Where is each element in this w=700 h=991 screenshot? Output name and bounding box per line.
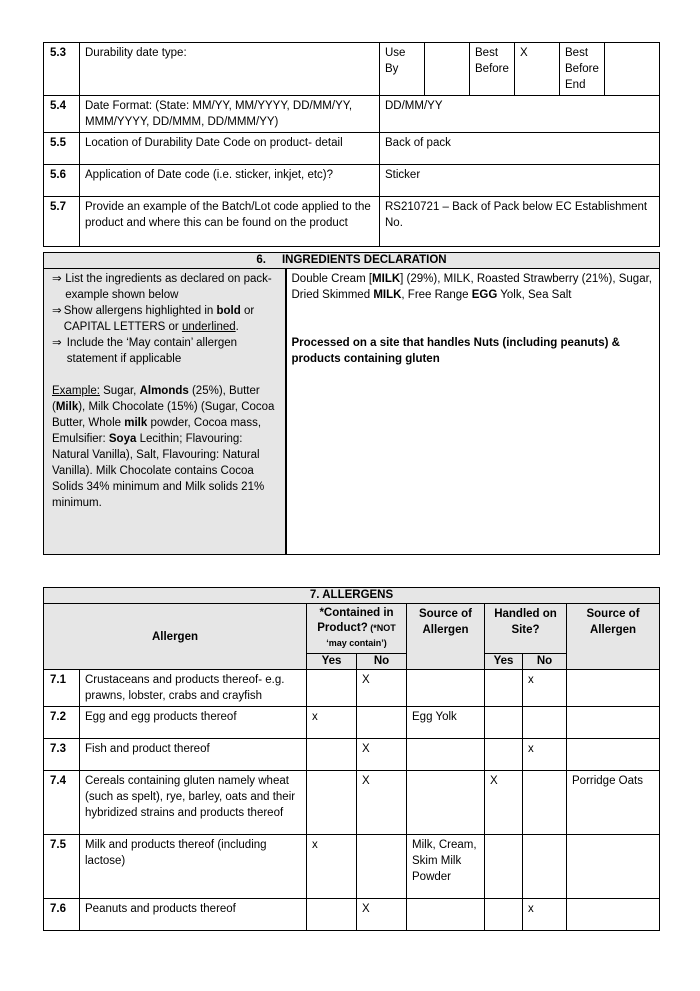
- handled-no[interactable]: x: [523, 899, 567, 931]
- source[interactable]: [407, 739, 485, 771]
- contained-no[interactable]: X: [357, 771, 407, 835]
- contained-no[interactable]: X: [357, 739, 407, 771]
- allergen-name: Fish and product thereof: [80, 739, 307, 771]
- arrow-icon: ⇒: [52, 337, 62, 349]
- row-number: 7.6: [44, 899, 80, 931]
- ingredients-table: [43, 252, 660, 555]
- section-title: [44, 253, 660, 269]
- handled-no[interactable]: [523, 771, 567, 835]
- header-contained: *Contained in Product? (*NOT ‘may contain’): [307, 604, 407, 654]
- allergen-row: [44, 670, 660, 707]
- contained-no[interactable]: X: [357, 670, 407, 707]
- contained-yes[interactable]: [307, 670, 357, 707]
- section-number: 6.: [256, 254, 266, 266]
- source-2[interactable]: [567, 899, 660, 931]
- handled-yes[interactable]: [485, 835, 523, 899]
- row-5-6: [44, 165, 660, 197]
- row-number: 5.7: [44, 197, 80, 247]
- header-no: No: [357, 654, 407, 670]
- instruction-text: Include the ‘May contain’ allergen statement if applicable: [66, 337, 238, 365]
- source-2[interactable]: Porridge Oats: [567, 771, 660, 835]
- option-best-before: Best Before: [470, 43, 515, 96]
- option-best-before-end: Best Before End: [560, 43, 605, 96]
- instruction-item: [52, 303, 280, 335]
- contained-no[interactable]: [357, 707, 407, 739]
- answer[interactable]: Sticker: [380, 165, 660, 197]
- arrow-icon: ⇒: [52, 305, 62, 317]
- question: Application of Date code (i.e. sticker, inkjet, etc)?: [80, 165, 380, 197]
- source[interactable]: [407, 771, 485, 835]
- row-5-7: [44, 197, 660, 247]
- header-yes-handled: Yes: [485, 654, 523, 670]
- header-allergen: Allergen: [44, 604, 307, 670]
- header-handled: Handled on Site?: [485, 604, 567, 654]
- row-5-4: [44, 96, 660, 133]
- handled-no[interactable]: [523, 707, 567, 739]
- example-text: Example: Sugar, Almonds (25%), Butter (Milk), Milk Chocolate (15%) (Sugar, Cocoa Butter, Whole milk powder, Cocoa mass, Emulsifier: Soya Lecithin; Flavouring: Natural Vanilla), Salt, Flavouring: Natural Vanilla). Milk Chocolate contains Cocoa Solids 34% minimum and Milk solids 21% minimum.: [52, 385, 275, 509]
- row-number: 5.5: [44, 133, 80, 165]
- instructions-panel: [44, 269, 286, 555]
- allergen-row: [44, 739, 660, 771]
- answer[interactable]: DD/MM/YY: [380, 96, 660, 133]
- arrow-icon: ⇒: [52, 273, 62, 285]
- row-number: 7.1: [44, 670, 80, 707]
- instruction-item: [52, 335, 280, 367]
- contained-yes[interactable]: x: [307, 835, 357, 899]
- handled-yes[interactable]: [485, 670, 523, 707]
- allergen-name: Cereals containing gluten namely wheat (such as spelt), rye, barley, oats and their hybridized strains and products thereof: [80, 771, 307, 835]
- contained-yes[interactable]: [307, 771, 357, 835]
- row-number: 5.4: [44, 96, 80, 133]
- option-use-by: Use By: [380, 43, 425, 96]
- instruction-text: List the ingredients as declared on pack- example shown below: [65, 273, 272, 301]
- source[interactable]: Egg Yolk: [407, 707, 485, 739]
- contained-yes[interactable]: x: [307, 707, 357, 739]
- source-2[interactable]: [567, 739, 660, 771]
- source[interactable]: Milk, Cream, Skim Milk Powder: [407, 835, 485, 899]
- section-heading: INGREDIENTS DECLARATION: [281, 254, 447, 266]
- source-2[interactable]: [567, 835, 660, 899]
- contained-yes[interactable]: [307, 739, 357, 771]
- row-5-3: [44, 43, 660, 96]
- source-2[interactable]: [567, 707, 660, 739]
- section-title: 7. ALLERGENS: [44, 588, 660, 604]
- allergen-row: [44, 771, 660, 835]
- mark-best-before-end[interactable]: [605, 43, 660, 96]
- ingredients-declaration[interactable]: [286, 269, 660, 555]
- row-number: 7.3: [44, 739, 80, 771]
- handled-no[interactable]: x: [523, 670, 567, 707]
- row-number: 7.4: [44, 771, 80, 835]
- question: Location of Durability Date Code on product- detail: [80, 133, 380, 165]
- question: Date Format: (State: MM/YY, MM/YYYY, DD/MM/YY, MMM/YYYY, DD/MMM, DD/MMM/YY): [80, 96, 380, 133]
- allergen-name: Egg and egg products thereof: [80, 707, 307, 739]
- source[interactable]: [407, 899, 485, 931]
- mark-use-by[interactable]: [425, 43, 470, 96]
- handled-yes[interactable]: [485, 707, 523, 739]
- answer[interactable]: RS210721 – Back of Pack below EC Establishment No.: [380, 197, 660, 247]
- handled-no[interactable]: x: [523, 739, 567, 771]
- row-number: 5.6: [44, 165, 80, 197]
- source[interactable]: [407, 670, 485, 707]
- instruction-text: Show allergens highlighted in bold or CAPITAL LETTERS or underlined.: [63, 305, 255, 333]
- header-source: Source of Allergen: [407, 604, 485, 670]
- header-source-2: Source of Allergen: [567, 604, 660, 670]
- contained-no[interactable]: X: [357, 899, 407, 931]
- row-number: 7.5: [44, 835, 80, 899]
- instruction-item: [52, 271, 280, 303]
- allergens-table: [43, 587, 660, 931]
- handled-yes[interactable]: [485, 899, 523, 931]
- question: Durability date type:: [80, 43, 380, 96]
- contained-no[interactable]: [357, 835, 407, 899]
- allergen-row: [44, 835, 660, 899]
- allergen-row: [44, 899, 660, 931]
- allergen-row: [44, 707, 660, 739]
- allergen-name: Crustaceans and products thereof- e.g. prawns, lobster, crabs and crayfish: [80, 670, 307, 707]
- allergen-name: Milk and products thereof (including lactose): [80, 835, 307, 899]
- contained-yes[interactable]: [307, 899, 357, 931]
- header-yes: Yes: [307, 654, 357, 670]
- header-no-handled: No: [523, 654, 567, 670]
- may-contain-statement: Processed on a site that handles Nuts (including peanuts) & products containing gluten: [291, 337, 620, 365]
- handled-yes[interactable]: [485, 739, 523, 771]
- answer[interactable]: Back of pack: [380, 133, 660, 165]
- question: Provide an example of the Batch/Lot code applied to the product and where this can be found on the product: [80, 197, 380, 247]
- durability-table: [43, 42, 660, 247]
- row-number: 7.2: [44, 707, 80, 739]
- row-number: 5.3: [44, 43, 80, 96]
- row-5-5: [44, 133, 660, 165]
- ingredients-list: Double Cream [MILK] (29%), MILK, Roasted Strawberry (21%), Sugar, Dried Skimmed MILK, Free Range EGG Yolk, Sea Salt: [291, 273, 652, 301]
- handled-no[interactable]: [523, 835, 567, 899]
- allergen-name: Peanuts and products thereof: [80, 899, 307, 931]
- mark-best-before[interactable]: X: [515, 43, 560, 96]
- source-2[interactable]: [567, 670, 660, 707]
- handled-yes[interactable]: X: [485, 771, 523, 835]
